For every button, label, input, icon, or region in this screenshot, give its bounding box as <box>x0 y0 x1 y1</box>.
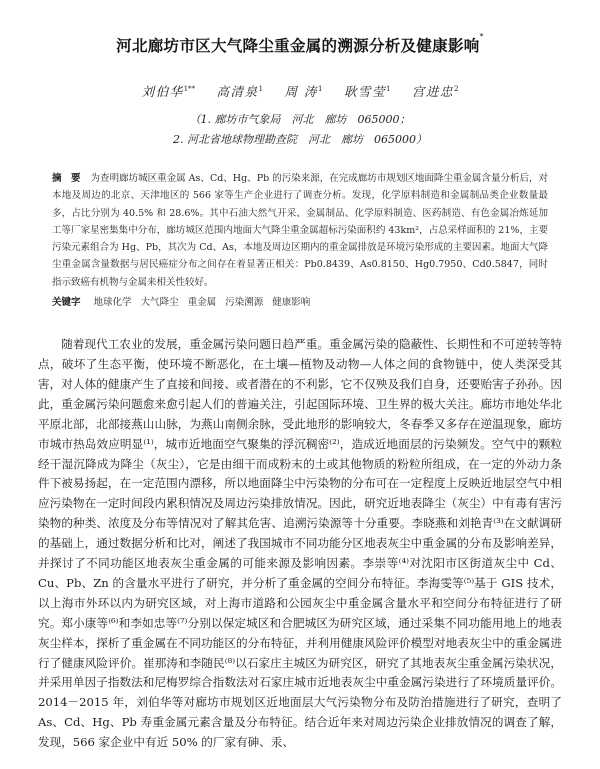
keyword: 污染溯源 <box>225 297 264 309</box>
author-name: 宫进忠 <box>411 84 454 99</box>
author-name: 高清泉 <box>216 84 259 99</box>
affiliations <box>38 110 562 150</box>
author-affiliation-mark: 1 <box>385 84 391 93</box>
affiliation-1: （1. 廊坊市气象局 河北 廊坊 065000； <box>189 113 411 126</box>
keyword: 重金属 <box>187 297 217 309</box>
author-list <box>38 82 562 100</box>
author-affiliation-mark: 2 <box>453 84 459 93</box>
abstract-label: 摘 要 <box>52 173 81 184</box>
abstract-text: 为查明廊坊城区重金属 As、Cd、Hg、Pb 的污染来源，在完成廊坊市规划区地面降尘重金属含量分析后，对本地及周边的北京、天津地区的 566 家等生产企业进行了调查分析。发现，化学原料制造和金属制品类企业数量最多，占比分别为 40.5% 和 28.6%。其中石油大然气开采、金属制品、化学原料制造、医药制造、有色金属冶炼延加工等厂家星密集集中分布，廊坊城区范围内地面大气降尘重金属超标污染面积约 43km²，占总采样面积的 21%，主要污染元素组合为 Hg、Pb，其次为 Cd、As，本地及周边区期内的重金属排放是环境污染形成的主要因素。地面大气降尘重金属含量数据与居民癌症分布之间存在着显著正相关：Pb0.8439、As0.8150、Hg0.7950、Cd0.5847，同时指示致癌有机物与金属来相关性较好。 <box>52 173 548 288</box>
author-4 <box>344 82 390 100</box>
title-footnote-mark: * <box>479 32 484 41</box>
affiliation-2: 2. 河北省地球物理勘查院 河北 廊坊 065000） <box>173 133 427 146</box>
author-5 <box>412 82 458 100</box>
author-3 <box>285 82 323 100</box>
body-paragraph: 随着现代工农业的发展，重金属污染问题日趋严重。重金属污染的隐蔽性、长期性和不可逆转等特点，破坏了生态平衡，使环境不断恶化，在土壤—植物及动物—人体之间的食物链中，使人类深受其害，对人体的健康产生了直接和间接、或者潜在的不利影，它不仅殃及我们自身，还要贻害子孙孙。因此，重金属污染问题愈来愈引起人们的普遍关注，引起国际环境、卫生界的极大关注。廊坊市地处华北平原北部，北部接燕山山脉，为燕山南侧余脉，受此地形的影响较大，冬春季又多存在逆温现象，廊坊市城市热岛效应明显⁽¹⁾，城市近地面空气聚集的浮沉稠密⁽²⁾，造成近地面层的污染频发。空气中的颗粒经干湿沉降成为降尘（灰尘），它是由细干而成粉末的土或其他物质的粉粒所组成，在一定的外动力条件下被易扬起，在一定范围内漂移，所以地面降尘中污染物的分布可在一定程度上反映近地层空气中相应污染物在一定时间段内累积情况及周边污染排放情况。因此，研究近地表降尘（灰尘）中有毒有害污染物的种类、浓度及分布等情况对了解其危害、追溯污染源等十分重要。李晓燕和刘艳青⁽³⁾在文献调研的基础上，通过数据分析和比对，阐述了我国城市不同功能分区地表灰尘中重金属的分布及影响差异，并探讨了不同功能区地表灰尘重金属的可能来源及影响因素。李崇等⁽⁴⁾对沈阳市区街道灰尘中 Cd、Cu、Pb、Zn 的含量水平进行了研究，并分析了重金属的空间分布特征。李海雯等⁽⁵⁾基于 GIS 技术，以上海市外环以内为研究区域，对上海市道路和公园灰尘中重金属含量水平和空间分布特征进行了研究。郑小康等⁽⁶⁾和李如忠等⁽⁷⁾分别以保定城区和合肥城区为研究区域，通过采集不同功能用地上的地表灰尘样本，探析了重金属在不同功能区的分布特征，并利用健康风险评价模型对地表灰尘中的重金属进行了健康风险评价。崔那涛和李随民⁽⁸⁾以石家庄主城区为研究区，研究了其地表灰尘重金属污染状况，并采用单因子指数法和尼梅罗综合指数法对石家庄城市近地表灰尘中重金属污染进行了环境质量评价。2014－2015 年，刘伯华等对廊坊市规划区近地面层大气污染物分布及防治措施进行了研究，查明了 As、Cd、Hg、Pb 寿重金属元素含量及分布特征。结合近年来对周边污染企业排放情况的调查了解，发现，566 家企业中有近 50% 的厂家有砷、汞、 <box>38 337 562 750</box>
author-affiliation-mark: 1 <box>318 84 323 93</box>
keyword: 健康影响 <box>272 297 311 309</box>
keywords <box>52 295 548 311</box>
keyword: 大气降尘 <box>140 297 179 309</box>
author-name: 刘伯华 <box>141 84 184 99</box>
author-name: 耿雪莹 <box>343 84 386 99</box>
author-affiliation-mark: 1** <box>183 84 196 93</box>
author-name: 周 涛 <box>284 84 318 99</box>
body-text <box>38 335 562 753</box>
paper-title-text: 河北廊坊市区大气降尘重金属的溯源分析及健康影响 <box>116 37 480 55</box>
author-1 <box>142 82 195 100</box>
author-2 <box>217 82 263 100</box>
author-affiliation-mark: 1 <box>258 84 264 93</box>
keyword: 地球化学 <box>93 297 132 309</box>
abstract <box>52 170 548 291</box>
keywords-label: 关键字 <box>52 297 81 309</box>
paper-title <box>38 0 562 56</box>
